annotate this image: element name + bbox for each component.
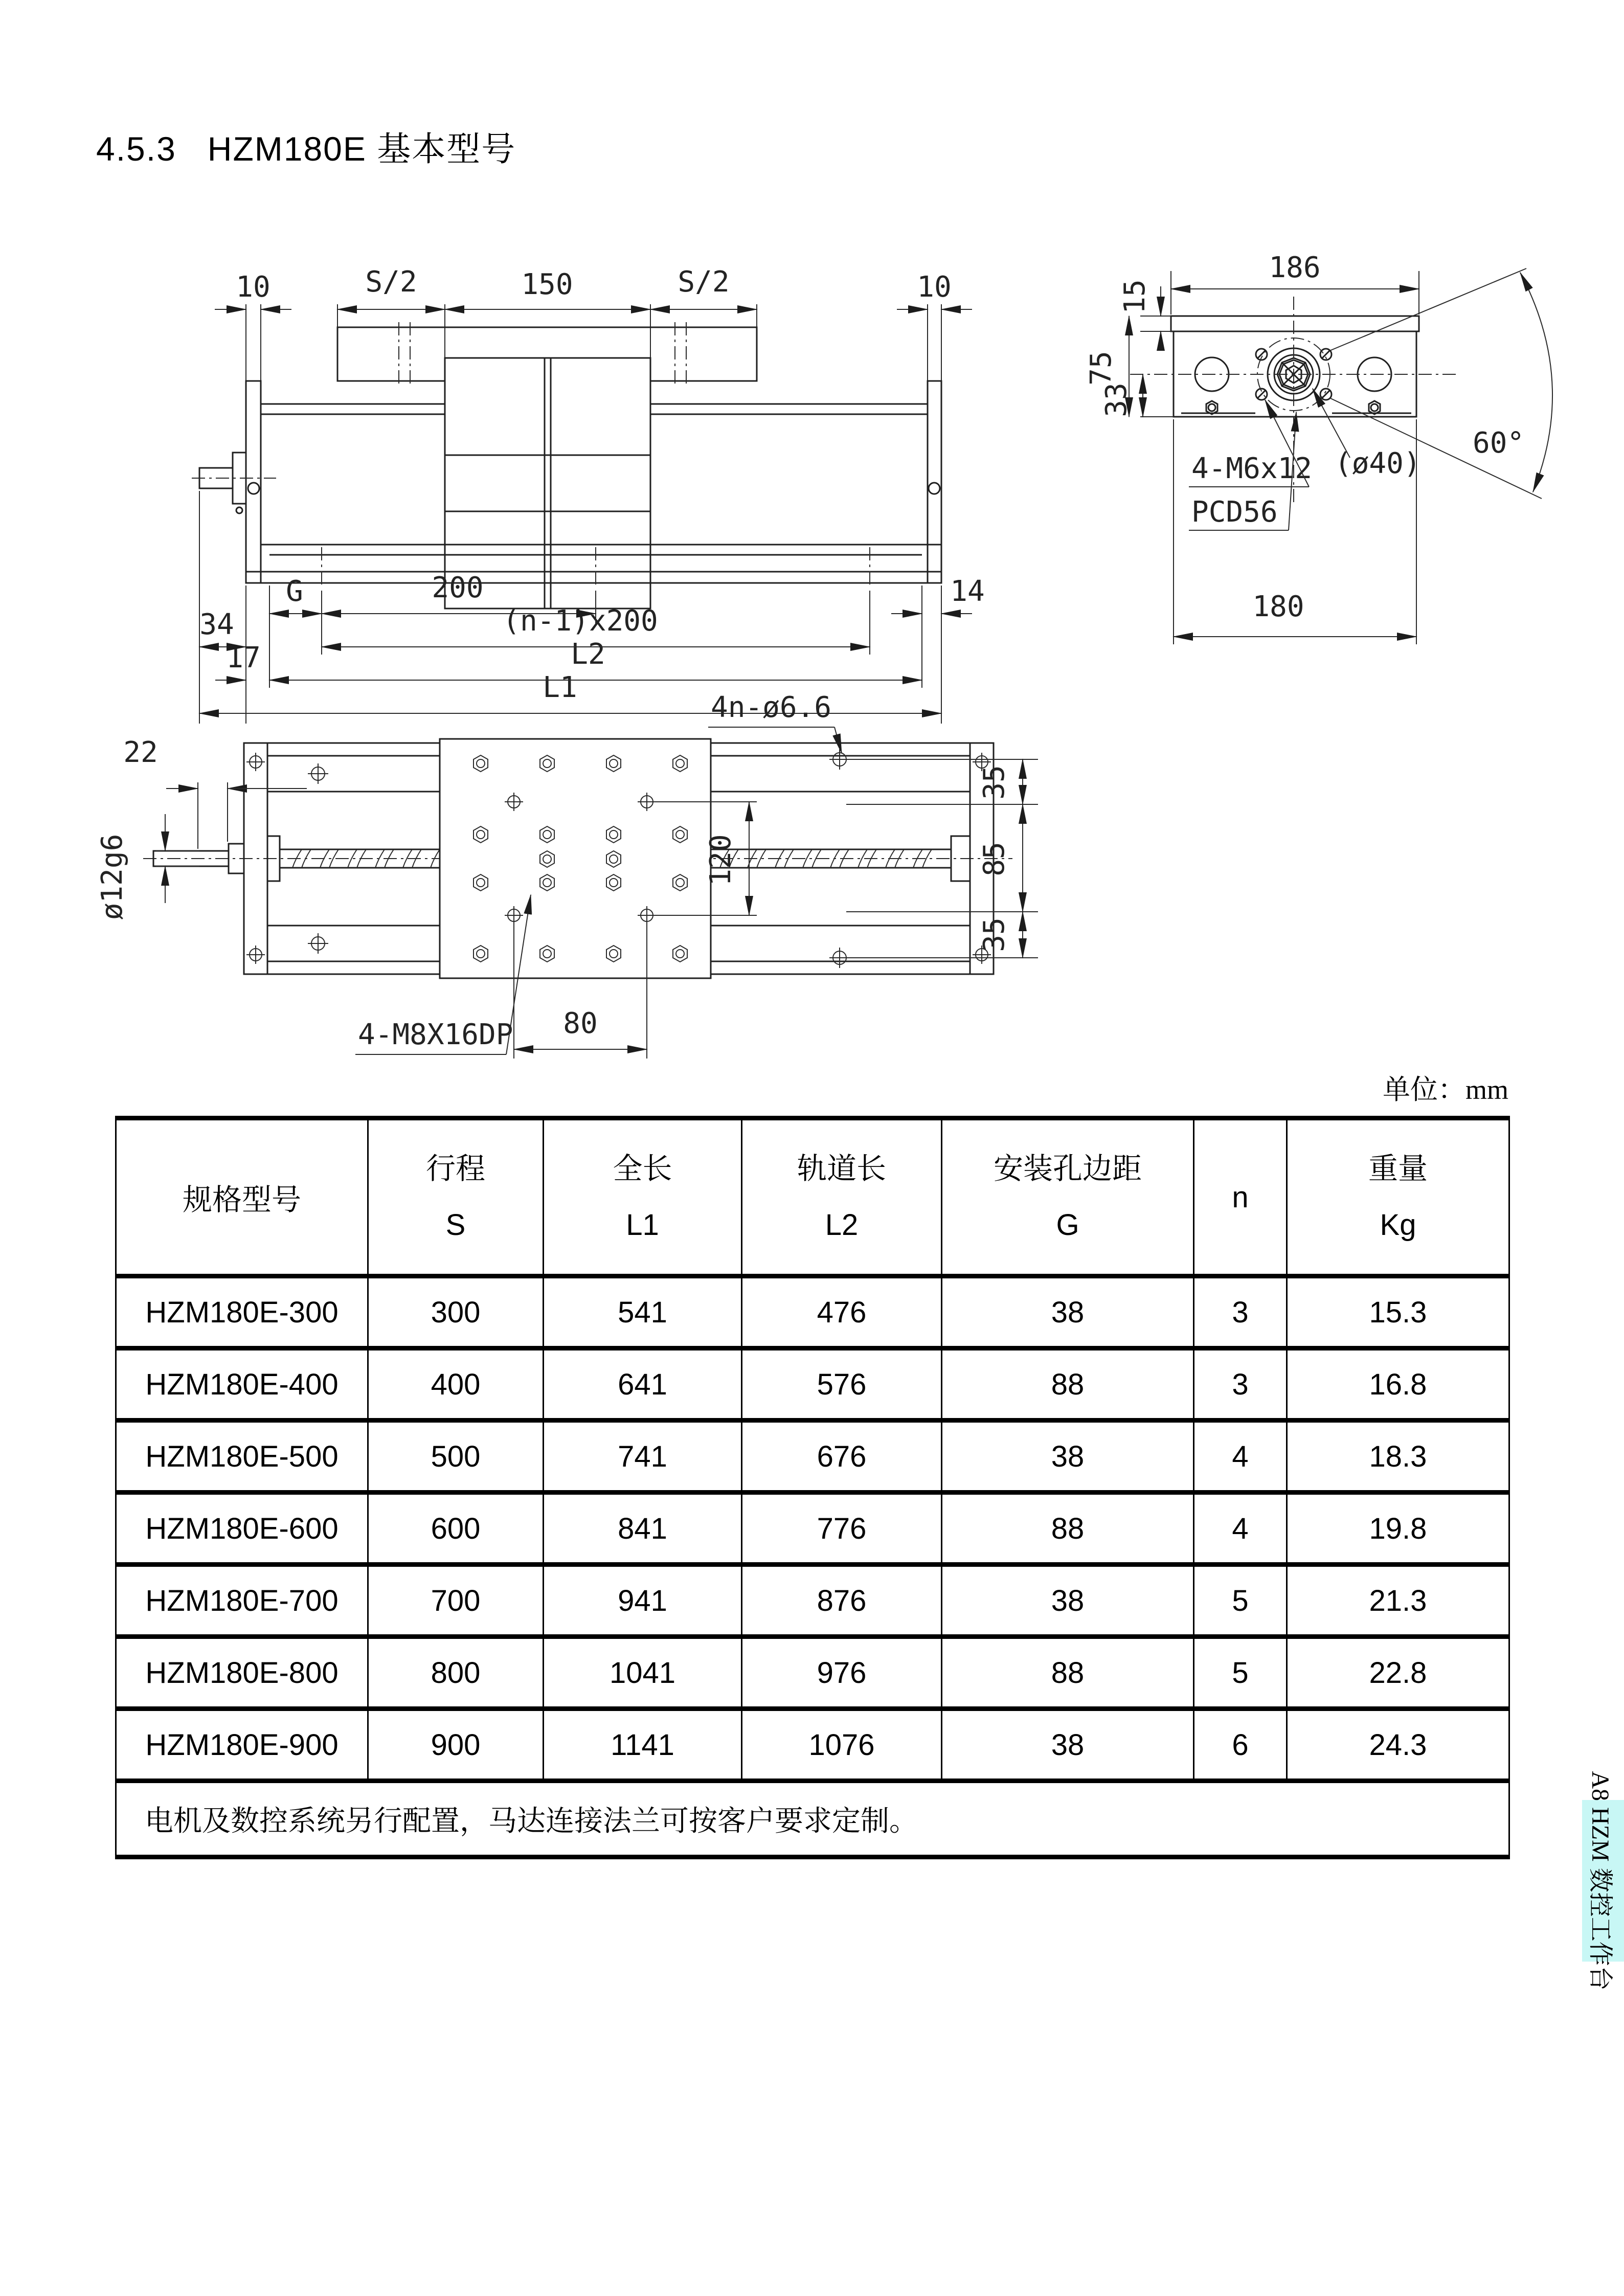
dim-s2-right: S/2 — [678, 265, 730, 299]
cell-l1: 541 — [544, 1276, 742, 1348]
header-length: 全长 L1 — [544, 1118, 742, 1276]
dim-15: 15 — [1118, 279, 1152, 314]
dim-17: 17 — [226, 641, 261, 674]
cell-g: 38 — [942, 1276, 1194, 1348]
table-row — [116, 1637, 1509, 1709]
cell-s: 900 — [368, 1709, 544, 1781]
cell-s: 500 — [368, 1421, 544, 1493]
dim-120: 120 — [704, 834, 737, 886]
table-row — [116, 1276, 1509, 1348]
cell-l2: 876 — [742, 1565, 942, 1637]
cell-s: 600 — [368, 1493, 544, 1565]
label-pcd56: PCD56 — [1191, 496, 1278, 529]
header-stroke: 行程 S — [368, 1118, 544, 1276]
cell-g: 88 — [942, 1348, 1194, 1421]
cell-model: HZM180E-500 — [116, 1421, 368, 1493]
cell-s: 300 — [368, 1276, 544, 1348]
cell-l1: 841 — [544, 1493, 742, 1565]
cell-kg: 22.8 — [1287, 1637, 1509, 1709]
header-n: n — [1194, 1118, 1287, 1276]
dim-34: 34 — [199, 608, 234, 641]
label-m6x12: 4-M6x12 — [1191, 452, 1313, 485]
header-model: 规格型号 — [116, 1118, 368, 1276]
cell-l2: 676 — [742, 1421, 942, 1493]
cell-g: 38 — [942, 1421, 1194, 1493]
cell-n: 4 — [1194, 1421, 1287, 1493]
cell-kg: 15.3 — [1287, 1276, 1509, 1348]
label-phi40: (ø40) — [1335, 447, 1421, 480]
table-row — [116, 1709, 1509, 1781]
label-4n-holes: 4n-ø6.6 — [711, 691, 832, 724]
cell-l2: 976 — [742, 1637, 942, 1709]
cell-g: 38 — [942, 1565, 1194, 1637]
header-hole: 安装孔边距 G — [942, 1118, 1194, 1276]
cell-model: HZM180E-900 — [116, 1709, 368, 1781]
dim-22: 22 — [123, 736, 158, 769]
spec-table — [115, 1116, 1510, 1859]
unit-label: 单位：mm — [1382, 1074, 1508, 1105]
cell-g: 88 — [942, 1493, 1194, 1565]
header-weight: 重量 Kg — [1287, 1118, 1509, 1276]
dim-phi12g6: ø12g6 — [96, 834, 129, 920]
cell-n: 4 — [1194, 1493, 1287, 1565]
cell-model: HZM180E-800 — [116, 1637, 368, 1709]
cell-model: HZM180E-600 — [116, 1493, 368, 1565]
dim-186: 186 — [1269, 251, 1321, 284]
dim-l2: L2 — [571, 638, 605, 671]
cell-model: HZM180E-700 — [116, 1565, 368, 1637]
cell-kg: 24.3 — [1287, 1709, 1509, 1781]
cell-n: 5 — [1194, 1637, 1287, 1709]
dim-g: G — [286, 575, 303, 608]
cell-n: 6 — [1194, 1709, 1287, 1781]
table-row — [116, 1348, 1509, 1421]
label-m8x16dp: 4-M8X16DP — [358, 1018, 513, 1051]
dim-180: 180 — [1252, 590, 1304, 623]
cell-l1: 1141 — [544, 1709, 742, 1781]
cell-l2: 476 — [742, 1276, 942, 1348]
top-view-drawing — [92, 680, 1074, 1079]
dim-85: 85 — [978, 842, 1011, 876]
cell-model: HZM180E-300 — [116, 1276, 368, 1348]
cell-g: 38 — [942, 1709, 1194, 1781]
cell-l1: 1041 — [544, 1637, 742, 1709]
cell-s: 800 — [368, 1637, 544, 1709]
dim-35-bottom: 35 — [978, 917, 1011, 952]
cell-kg: 18.3 — [1287, 1421, 1509, 1493]
cell-n: 3 — [1194, 1276, 1287, 1348]
cell-kg: 21.3 — [1287, 1565, 1509, 1637]
cell-s: 400 — [368, 1348, 544, 1421]
cell-kg: 16.8 — [1287, 1348, 1509, 1421]
cell-l2: 576 — [742, 1348, 942, 1421]
dim-80: 80 — [563, 1007, 598, 1040]
dim-33: 33 — [1100, 382, 1133, 417]
cell-l1: 641 — [544, 1348, 742, 1421]
table-row — [116, 1493, 1509, 1565]
dim-150: 150 — [521, 268, 573, 301]
end-view-drawing — [1064, 220, 1624, 731]
dim-s2-left: S/2 — [365, 265, 417, 299]
cell-l2: 776 — [742, 1493, 942, 1565]
dim-75: 75 — [1085, 351, 1118, 386]
dim-10-right: 10 — [917, 271, 952, 304]
cell-l1: 741 — [544, 1421, 742, 1493]
cell-kg: 19.8 — [1287, 1493, 1509, 1565]
dim-14: 14 — [950, 575, 985, 608]
table-header-row — [116, 1118, 1509, 1276]
table-row — [116, 1565, 1509, 1637]
dim-10-left: 10 — [236, 271, 270, 304]
table-note: 电机及数控系统另行配置，马达连接法兰可按客户要求定制。 — [116, 1781, 1509, 1857]
cell-n: 5 — [1194, 1565, 1287, 1637]
dim-200: 200 — [432, 571, 484, 604]
cell-l2: 1076 — [742, 1709, 942, 1781]
cell-n: 3 — [1194, 1348, 1287, 1421]
header-rail: 轨道长 L2 — [742, 1118, 942, 1276]
cell-model: HZM180E-400 — [116, 1348, 368, 1421]
dim-60deg: 60° — [1473, 426, 1525, 460]
side-view-drawing — [92, 220, 1074, 741]
dim-l1: L1 — [543, 671, 577, 704]
page-title: 4.5.3 HZM180E 基本型号 — [96, 130, 516, 168]
dim-n1x200: (n-1)x200 — [503, 604, 658, 638]
chapter-side-tab — [1582, 1771, 1624, 1991]
chapter-side-tab-label: A8 HZM 数控工作台 — [1587, 1771, 1614, 1991]
table-row — [116, 1421, 1509, 1493]
cell-s: 700 — [368, 1565, 544, 1637]
dim-35-top: 35 — [978, 765, 1011, 800]
table-note-row — [116, 1781, 1509, 1857]
cell-l1: 941 — [544, 1565, 742, 1637]
cell-g: 88 — [942, 1637, 1194, 1709]
